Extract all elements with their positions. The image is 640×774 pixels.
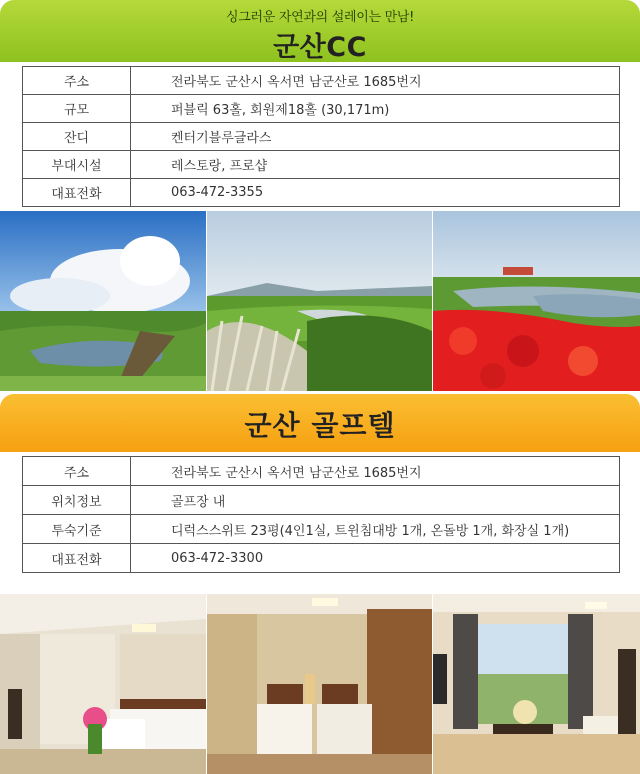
row-value: 063-472-3300 <box>131 544 620 573</box>
row-value: 레스토랑, 프로샵 <box>131 151 620 179</box>
row-key: 위치정보 <box>23 486 131 515</box>
golf-course-photo-lake <box>0 211 206 391</box>
golf-course-photo-grass <box>207 211 432 391</box>
row-key: 주소 <box>23 457 131 486</box>
row-value: 디럭스스위트 23평(4인1실, 트윈침대방 1개, 온돌방 1개, 화장실 1개) <box>131 515 620 544</box>
table-row <box>23 123 620 151</box>
golf-course-title: 군산CC <box>273 32 367 63</box>
table-row <box>23 544 620 573</box>
table-row <box>23 486 620 515</box>
row-key: 투숙기준 <box>23 515 131 544</box>
table-row <box>23 151 620 179</box>
golf-course-banner <box>0 0 640 62</box>
golftel-title: 군산 골프텔 <box>244 409 396 442</box>
row-key: 대표전화 <box>23 544 131 573</box>
row-key: 부대시설 <box>23 151 131 179</box>
row-key: 규모 <box>23 95 131 123</box>
row-key: 잔디 <box>23 123 131 151</box>
table-row <box>23 457 620 486</box>
table-row <box>23 179 620 207</box>
table-row <box>23 515 620 544</box>
banner-subtitle: 싱그러운 자연과의 설레이는 만남! <box>225 10 415 25</box>
golftel-photo-living-room <box>433 594 640 774</box>
row-value: 전라북도 군산시 옥서면 남군산로 1685번지 <box>131 457 620 486</box>
golftel-photo-bedroom-1 <box>0 594 206 774</box>
row-key: 주소 <box>23 67 131 95</box>
row-value: 063-472-3355 <box>131 179 620 207</box>
row-value: 골프장 내 <box>131 486 620 515</box>
golftel-banner <box>0 394 640 452</box>
golftel-photo-bedroom-2 <box>207 594 432 774</box>
row-value: 퍼블릭 63홀, 회원제18홀 (30,171m) <box>131 95 620 123</box>
golf-course-photo-flowers <box>433 211 640 391</box>
table-row <box>23 95 620 123</box>
row-value: 켄터기블루글라스 <box>131 123 620 151</box>
golftel-info-table <box>22 456 620 573</box>
golf-course-info-table <box>22 66 620 207</box>
row-key: 대표전화 <box>23 179 131 207</box>
table-row <box>23 67 620 95</box>
row-value: 전라북도 군산시 옥서면 남군산로 1685번지 <box>131 67 620 95</box>
